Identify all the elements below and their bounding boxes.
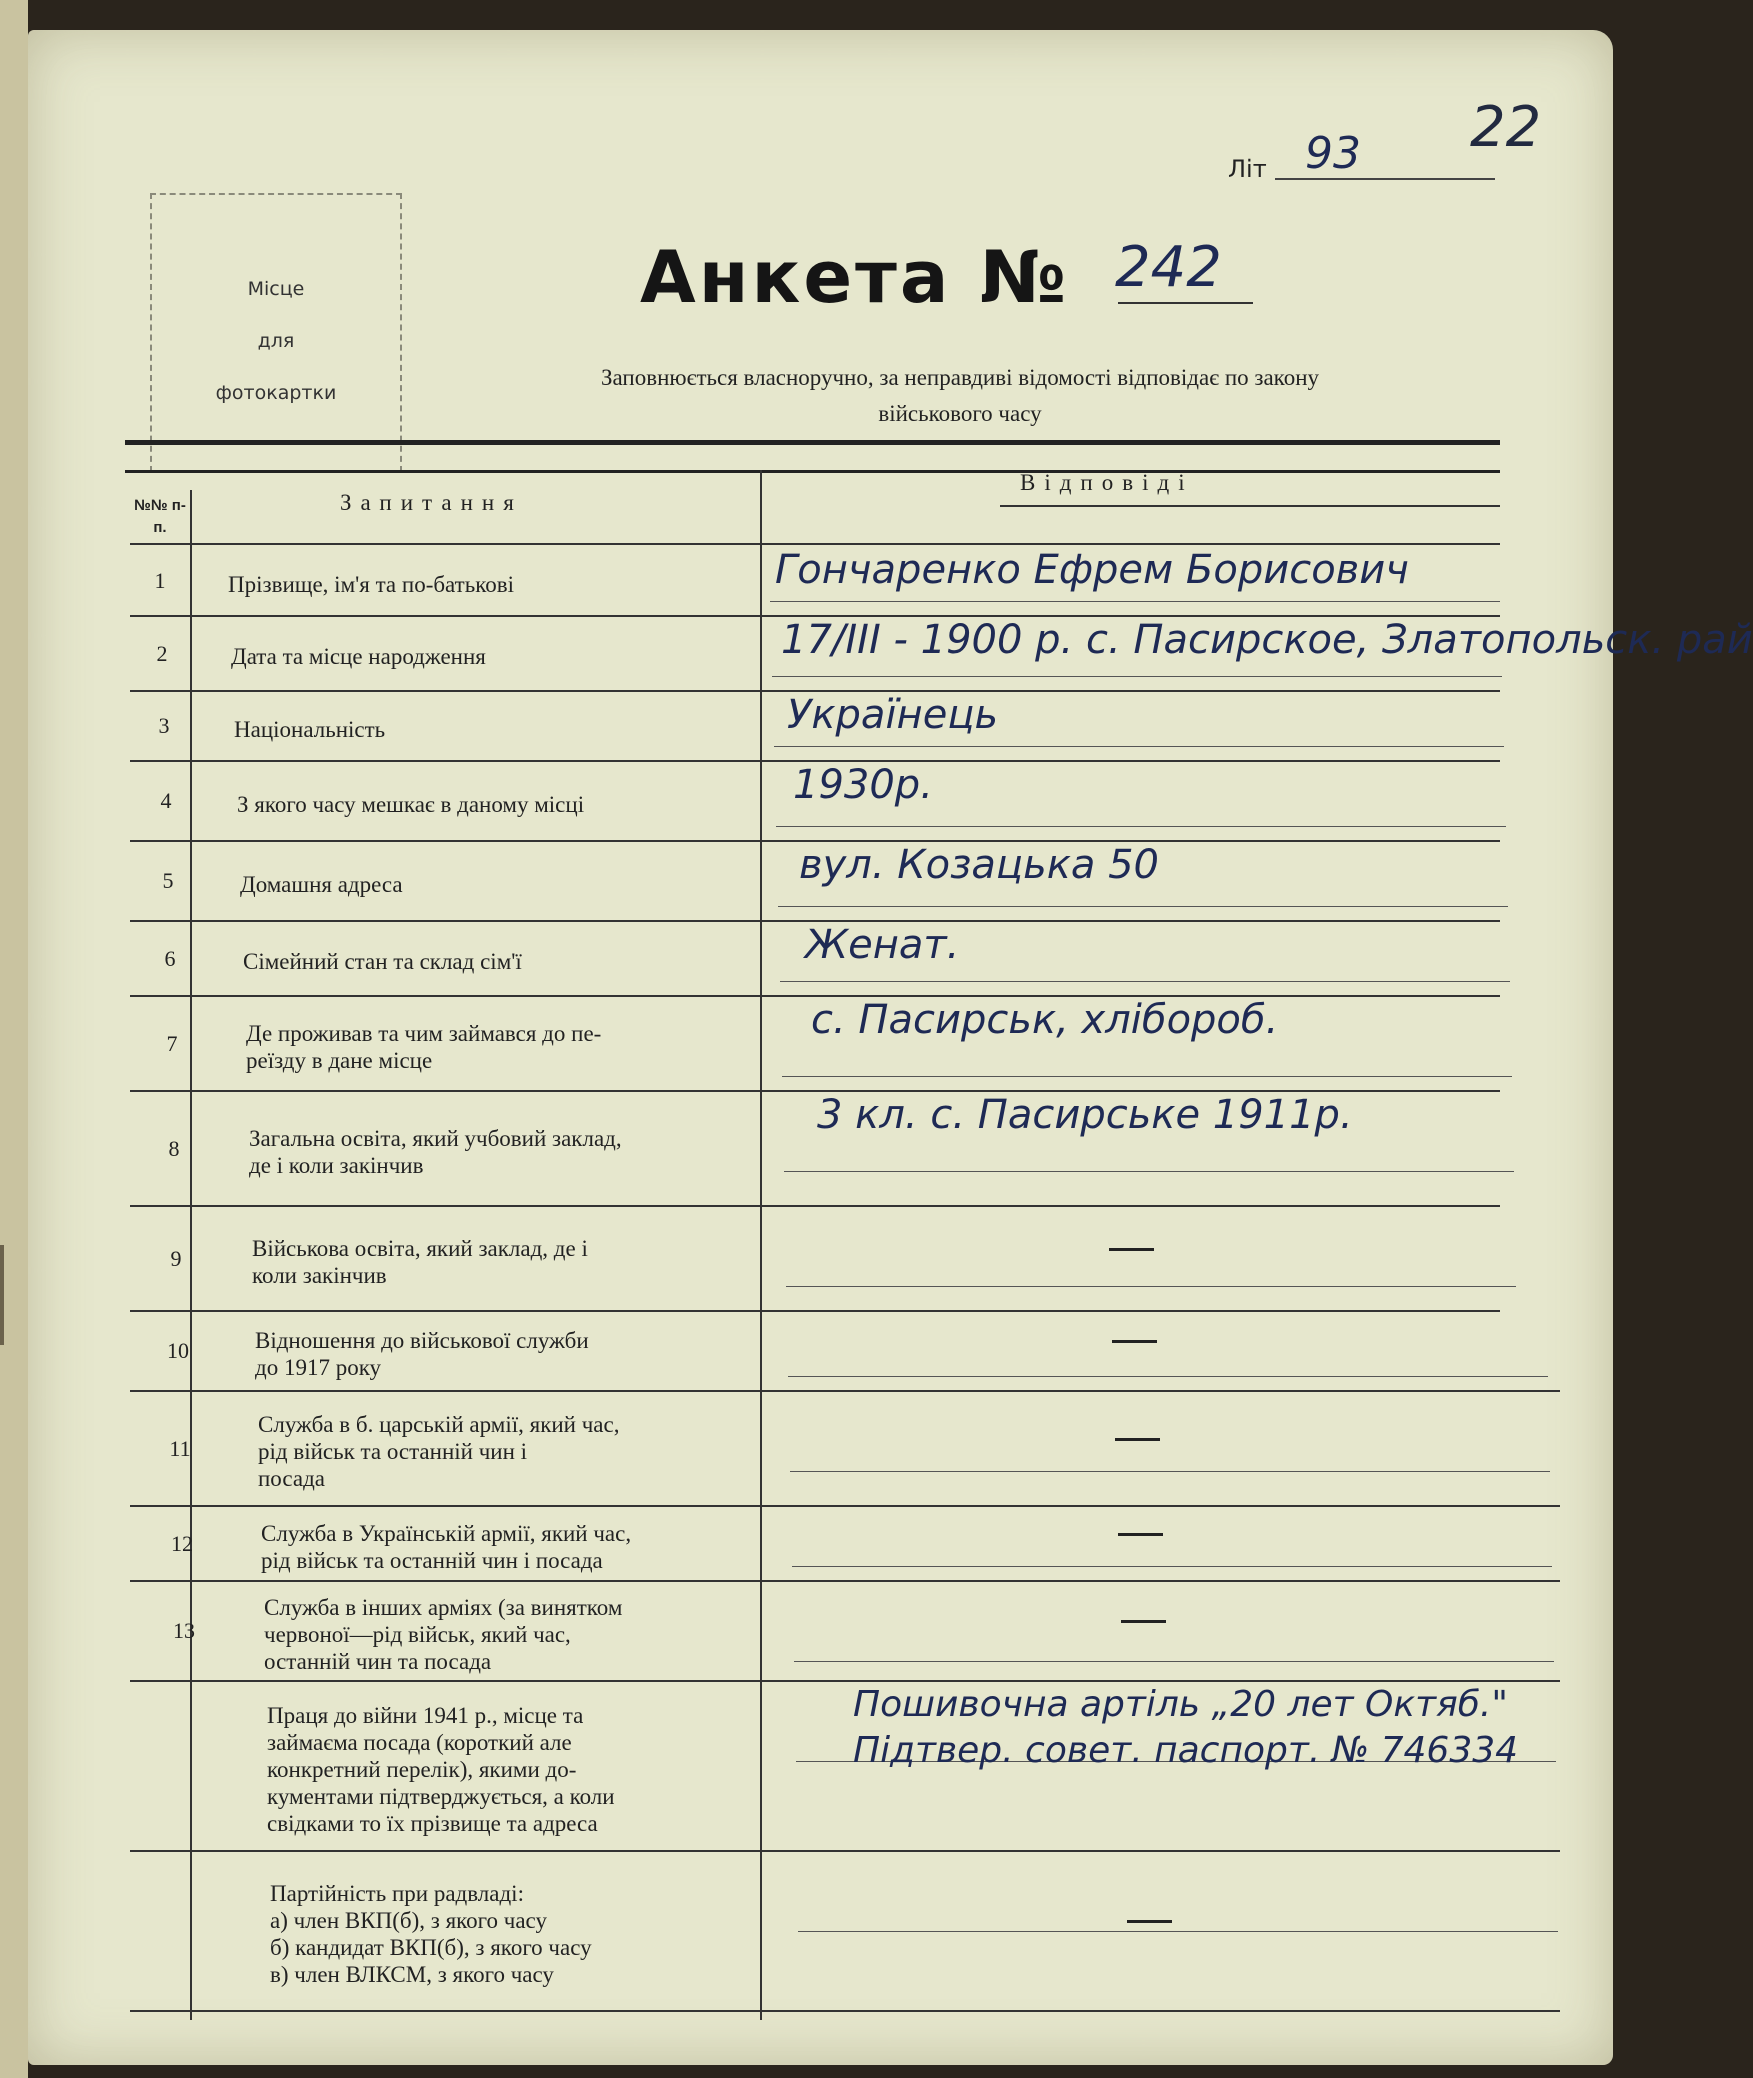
- col-questions-header: Запитання: [340, 490, 523, 515]
- question-line: коли закінчив: [252, 1262, 387, 1288]
- question-line: Партійність при радвладі:: [270, 1881, 524, 1906]
- question-line: Національність: [234, 716, 386, 742]
- answer-underline: [798, 1931, 1558, 1932]
- question-line: посада: [258, 1466, 325, 1491]
- answer-text: [817, 1092, 1353, 1138]
- answer-text: [793, 762, 933, 808]
- photo-label-3: фотокартки: [215, 382, 337, 404]
- photo-label-1: Місце: [247, 278, 305, 300]
- row-number: 6: [164, 945, 176, 971]
- question-line: б) кандидат ВКП(б), з якого часу: [270, 1935, 592, 1960]
- question-text: [270, 1880, 796, 1988]
- question-line: Відношення до військової служби: [255, 1328, 589, 1353]
- question-line: до 1917 року: [255, 1355, 382, 1380]
- row-divider: [130, 1310, 1500, 1312]
- answer-underline: [792, 1566, 1552, 1567]
- row-number: 9: [170, 1245, 182, 1271]
- question-line: Прізвище, ім'я та по-батькові: [228, 571, 514, 597]
- row-number: 8: [168, 1135, 180, 1161]
- question-text: [240, 871, 776, 898]
- question-line: Військова освіта, який заклад, де і: [252, 1235, 588, 1261]
- answer-line: Українець: [787, 692, 999, 738]
- lit-label: Літ: [1228, 155, 1267, 183]
- row-divider: [130, 1505, 1560, 1507]
- row-number: 1: [154, 568, 166, 593]
- question-text: [267, 1702, 794, 1837]
- question-line: Дата та місце народження: [231, 644, 486, 669]
- answer-text: [781, 617, 1753, 663]
- question-line: де і коли закінчив: [249, 1152, 424, 1178]
- question-line: а) член ВКП(б), з якого часу: [270, 1908, 547, 1933]
- row-number: 13: [173, 1618, 195, 1643]
- question-text: [264, 1594, 792, 1675]
- header-rule: [125, 440, 1500, 445]
- header-rule-2: [125, 470, 1500, 473]
- row-divider: [130, 1580, 1560, 1582]
- answer-underline: [778, 906, 1508, 907]
- question-text: [228, 571, 768, 598]
- question-text: [246, 1020, 780, 1074]
- answer-underline: [794, 1661, 1554, 1662]
- answer-line: вул. Козацька 50: [799, 842, 1159, 888]
- question-line: Сімейний стан та склад сім'ї: [243, 949, 522, 974]
- question-line: свідками то їх прізвище та адреса: [267, 1810, 598, 1836]
- page-edge: [0, 0, 28, 2078]
- question-line: останній чин та посада: [264, 1648, 492, 1674]
- question-line: Де проживав та чим займався до пе-: [246, 1020, 602, 1046]
- photo-label-2: для: [257, 330, 295, 352]
- answer-line: Гончаренко Ефрем Борисович: [775, 547, 1409, 593]
- col-answers-header: Відповіді: [1020, 470, 1194, 495]
- photo-placeholder: [150, 193, 402, 472]
- row-number: 7: [166, 1030, 178, 1056]
- question-line: Загальна освіта, який учбовий заклад,: [249, 1125, 622, 1151]
- question-text: [231, 643, 770, 670]
- answer-text: [853, 1682, 1518, 1774]
- question-line: червоної—рід військ, який час,: [264, 1621, 571, 1647]
- question-line: Служба в Українській армії, який час,: [261, 1520, 632, 1546]
- lit-value: 93: [1305, 128, 1361, 179]
- answer-underline: [786, 1286, 1516, 1287]
- answer-underline: [790, 1471, 1550, 1472]
- answer-underline: [782, 1076, 1512, 1077]
- question-line: рід військ та останній чин і: [258, 1439, 528, 1464]
- answer-line: 17/III - 1900 р. с. Пасирское, Златопольск. рай: [781, 617, 1753, 663]
- answer-line: Пошивочна артіль „20 лет Октяб.": [853, 1684, 1508, 1725]
- answer-underline: [776, 826, 1506, 827]
- answer-underline: [774, 746, 1504, 747]
- form-title: Анкета №: [640, 235, 1070, 319]
- question-text: [252, 1235, 784, 1289]
- form-number: 242: [1115, 235, 1222, 300]
- subtitle-line-1: Заповнюється власноручно, за неправдиві відомості відповідає по закону: [601, 365, 1319, 390]
- form-number-line: [1118, 302, 1253, 304]
- answer-line: Женат.: [805, 922, 960, 968]
- row-number: 2: [156, 640, 168, 666]
- answer-line: 1930р.: [793, 762, 933, 808]
- question-text: [261, 1520, 790, 1574]
- question-text: [255, 1327, 786, 1381]
- answer-underline: [788, 1376, 1548, 1377]
- answer-text: [811, 997, 1278, 1043]
- answer-text: [799, 842, 1159, 888]
- answer-text: [787, 692, 998, 738]
- subtitle-line-2: військового часу: [878, 401, 1042, 426]
- answer-underline: [770, 601, 1500, 602]
- answers-header-line: [1000, 505, 1500, 507]
- question-line: З якого часу мешкає в даному місці: [237, 791, 585, 817]
- question-line: Домашня адреса: [240, 871, 403, 897]
- row-divider: [130, 2010, 1560, 2012]
- question-text: [243, 948, 778, 975]
- row-number: 5: [162, 868, 174, 893]
- question-line: конкретний перелік), якими до-: [267, 1756, 577, 1782]
- question-text: [234, 716, 772, 743]
- question-line: в) член ВЛКСМ, з якого часу: [270, 1962, 554, 1987]
- question-text: [258, 1411, 788, 1492]
- question-line: рід військ та останній чин і посада: [261, 1547, 603, 1573]
- answer-text: [805, 922, 959, 968]
- answer-underline: [772, 676, 1502, 677]
- col-nn-header: №№ п-п.: [134, 497, 186, 536]
- binding-thread: [0, 1245, 84, 1345]
- question-line: Праця до війни 1941 р., місце та: [267, 1702, 584, 1728]
- answer-dash: [1127, 1920, 1172, 1923]
- question-line: кументами підтверджується, а коли: [267, 1783, 615, 1809]
- row-number: 12: [171, 1530, 193, 1556]
- row-number: 4: [160, 788, 172, 813]
- row-divider: [130, 1850, 1560, 1852]
- answer-dash: [1118, 1533, 1163, 1536]
- answer-dash: [1115, 1438, 1160, 1441]
- question-line: займаєма посада (короткий але: [267, 1729, 572, 1755]
- answer-line: Підтвер. совет. паспорт. № 746334: [853, 1730, 1519, 1771]
- answer-line: 3 кл. с. Пасирське 1911р.: [817, 1092, 1353, 1138]
- answer-dash: [1109, 1248, 1154, 1251]
- question-text: [237, 791, 774, 818]
- answer-dash: [1112, 1340, 1157, 1343]
- question-line: реїзду в дане місце: [246, 1047, 433, 1073]
- answer-underline: [784, 1171, 1514, 1172]
- row-number: 11: [169, 1435, 191, 1461]
- answer-line: с. Пасирськ, хлібороб.: [811, 997, 1279, 1043]
- question-text: [249, 1125, 782, 1179]
- corner-number: 22: [1470, 95, 1542, 160]
- question-line: Служба в інших арміях (за винятком: [264, 1594, 623, 1620]
- row-number: 10: [167, 1338, 189, 1363]
- form-subtitle: [420, 360, 1500, 432]
- table-header-bottom: [130, 543, 1500, 545]
- answer-text: [775, 547, 1409, 593]
- answer-dash: [1121, 1620, 1166, 1623]
- question-line: Служба в б. царській армії, який час,: [258, 1412, 620, 1437]
- row-number: 3: [158, 713, 170, 738]
- row-divider: [130, 1390, 1560, 1392]
- answer-underline: [780, 981, 1510, 982]
- row-divider: [130, 1205, 1500, 1207]
